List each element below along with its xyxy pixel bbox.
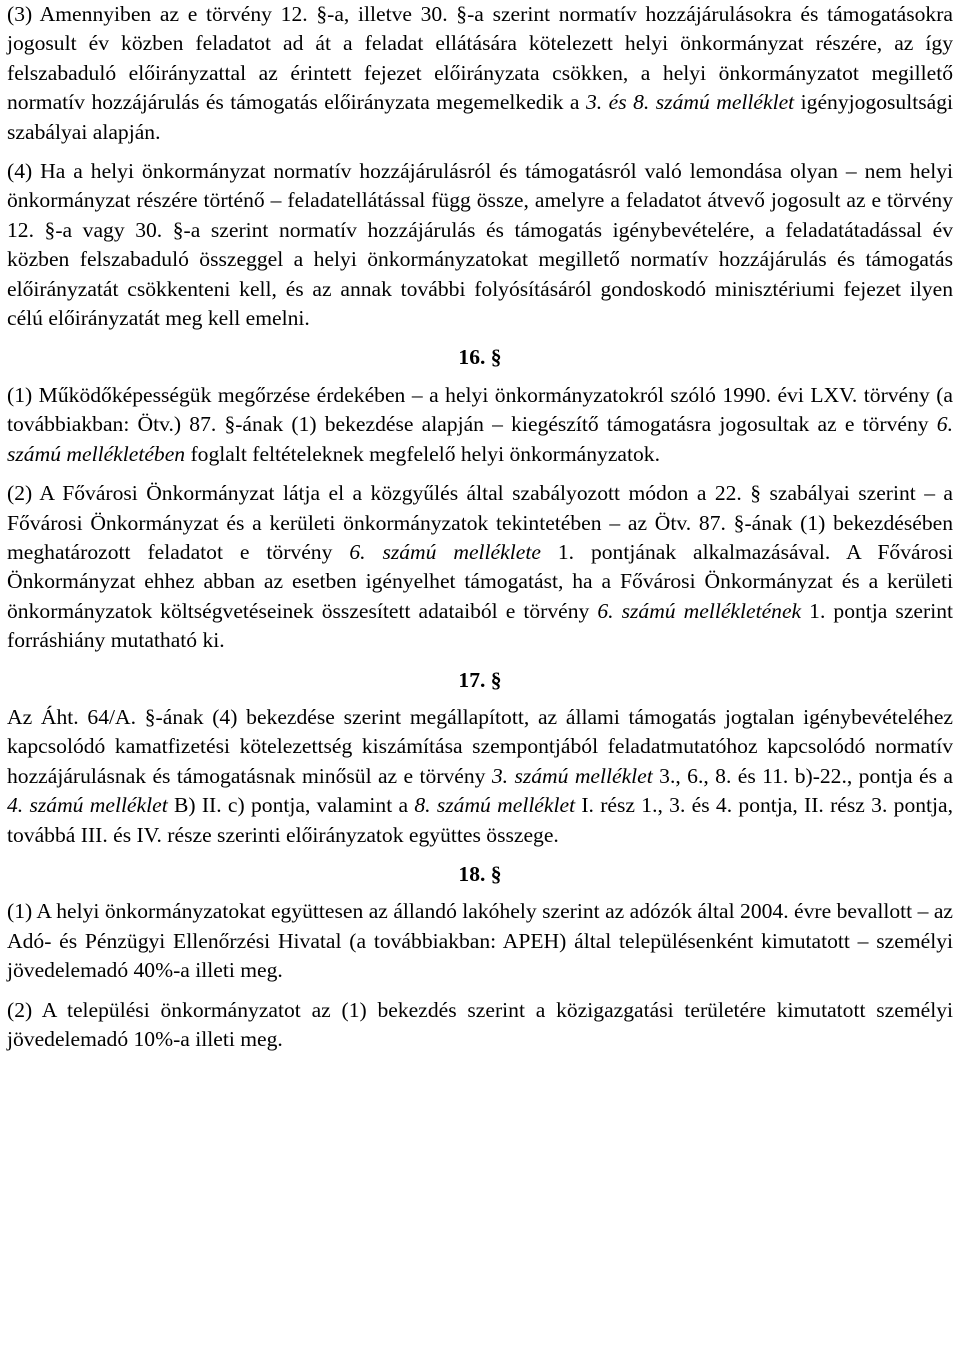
- text-run: B) II. c) pontja, valamint a: [167, 793, 415, 818]
- text-run: (1) Működőképességük megőrzése érdekében – a helyi önkormányzatokról szóló 1990. évi LXV. törvény (a továbbiakban: Ötv.) 87. §-ának (1) bekezdése alapján – kiegészítő támogatásra jogosultak az e törvény: [7, 382, 953, 437]
- paragraph-17: [7, 703, 953, 850]
- italic-reference: 6. számú melléklete: [349, 539, 541, 564]
- section-heading-17: 17. §: [458, 667, 502, 692]
- section-heading-16: 16. §: [458, 345, 502, 370]
- text-run: (2) A települési önkormányzatot az (1) bekezdés szerint a közigazgatási területére kimutatott személyi jövedelemadó 10%-a illeti meg.: [7, 997, 953, 1051]
- paragraph-15-3: [7, 0, 953, 147]
- italic-reference: 6. számú mellékletének: [597, 598, 802, 623]
- italic-reference: 3. és 8. számú melléklet: [585, 90, 795, 115]
- text-run: (3) Amennyiben az e törvény 12. §-a, illetve 30. §-a szerint normatív hozzájárulásokra és támogatásokra jogosult év közben feladatot ad át a feladat ellátására kötelezett helyi önkormányzat részére, az így felszabaduló előirányzattal az érintett fejezet előirányzata csökken, a helyi önkormányzatot megillető normatív hozzájárulás és támogatás előirányzata megemelkedik a: [7, 2, 953, 115]
- paragraph-18-2: [7, 996, 953, 1055]
- text-run: (2) A Fővárosi Önkormányzat látja el a közgyűlés által szabályozott módon a 22. § szabályai szerint – a Fővárosi Önkormányzat és a kerületi önkormányzatok tekintetében – az Ötv. 87. §-ának (1) bekezdésében meghatározott feladatot e törvény: [7, 481, 953, 564]
- italic-reference: 8. számú melléklet: [414, 793, 576, 818]
- text-run: (1) A helyi önkormányzatokat együttesen az állandó lakóhely szerint az adózók által 2004. évre bevallott – az Adó- és Pénzügyi Ellenőrzési Hivatal (a továbbiakban: APEH) által településenként kimutatott – személyi jövedelemadó 40%-a illeti meg.: [7, 899, 953, 983]
- paragraph-16-1: [7, 381, 953, 469]
- text-run: (4) Ha a helyi önkormányzat normatív hozzájárulásról és támogatásról való lemondása olyan – nem helyi önkormányzat részére történő – feladatellátással függ össze, amelyre a feladatot átvevő jogosult az e törvény 12. §-a vagy 30. §-a szerint normatív hozzájárulás és támogatás igénybevételére, a feladatátadással év közben felszabaduló összeggel a helyi önkormányzatokat megillető normatív hozzájárulás és támogatás előirányzatát csökkenteni kell, és az annak további folyósításáról gondoskodó minisztériumi fejezet ilyen célú előirányzatát meg kell emelni.: [7, 159, 953, 331]
- section-heading-18: 18. §: [458, 861, 502, 886]
- italic-reference: 3. számú melléklet: [491, 763, 653, 788]
- paragraph-18-1: [7, 897, 953, 985]
- text-run: I. rész 1., 3. és 4. pontja, II. rész 3. pontja, továbbá III. és IV. része szerinti előirányzatok együttes összege.: [7, 793, 954, 847]
- text-run: 3., 6., 8. és 11. b)-22., pontja és a: [652, 763, 954, 788]
- paragraph-15-4: [7, 157, 953, 333]
- italic-reference: 4. számú melléklet: [7, 793, 168, 818]
- paragraph-16-2: [7, 479, 953, 655]
- italic-reference: 6. számú mellékletében: [7, 412, 953, 466]
- text-run: 1. pontja szerint forráshiány mutatható ki.: [7, 598, 953, 653]
- text-run: Az Áht. 64/A. §-ának (4) bekezdése szerint megállapított, az állami támogatás jogtalan igénybevételéhez kapcsolódó kamatfizetési kötelezettség kiszámítása szempontjából feladatmutatóhoz kapcsolódó normatív hozzájárulásnak és támogatásnak minősül az e törvény: [7, 704, 953, 788]
- text-run: foglalt feltételeknek megfelelő helyi önkormányzatok.: [185, 441, 660, 466]
- text-run: 1. pontjának alkalmazásával. A Fővárosi Önkormányzat ehhez abban az esetben igényelhet támogatást, ha a Fővárosi Önkormányzat és a kerületi önkormányzatok költségvetéseinek összesített adataiból e törvény: [7, 539, 953, 623]
- text-run: igényjogosultsági szabályai alapján.: [7, 90, 953, 144]
